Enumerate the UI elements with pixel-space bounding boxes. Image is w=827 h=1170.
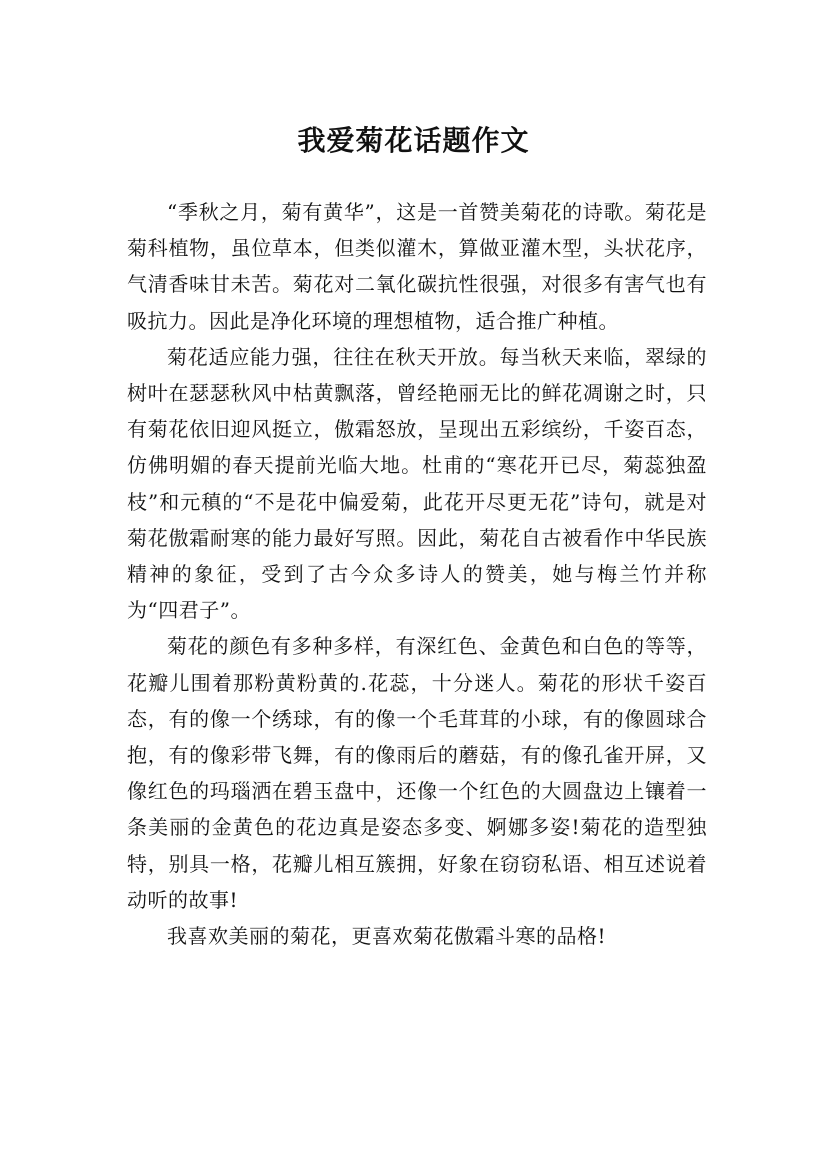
paragraph-2: 菊花适应能力强，往往在秋天开放。每当秋天来临，翠绿的树叶在瑟瑟秋风中枯黄飘落，曾经艳丽无比的鲜花凋谢之时，只有菊花依旧迎风挺立，傲霜怒放，呈现出五彩缤纷，千姿百态，仿佛明媚的春天提前光临大地。杜甫的“寒花开已尽，菊蕊独盈枝”和元稹的“不是花中偏爱菊，此花开尽更无花”诗句，就是对菊花傲霜耐寒的能力最好写照。因此，菊花自古被看作中华民族精神的象征，受到了古今众多诗人的赞美，她与梅兰竹并称为“四君子”。 bbox=[127, 344, 707, 623]
paragraph-4: 我喜欢美丽的菊花，更喜欢菊花傲霜斗寒的品格! bbox=[167, 924, 607, 949]
document-title: 我爱菊花话题作文 bbox=[297, 123, 530, 157]
article-body bbox=[127, 194, 707, 954]
paragraph-1: “季秋之月，菊有黄华”，这是一首赞美菊花的诗歌。菊花是菊科植物，虽位草本，但类似灌木，算做亚灌木型，头状花序，气清香味甘未苦。菊花对二氧化碳抗性很强，对很多有害气也有吸抗力。因此是净化环境的理想植物，适合推广种植。 bbox=[127, 200, 707, 333]
paragraph-3: 菊花的颜色有多种多样，有深红色、金黄色和白色的等等，花瓣儿围着那粉黄粉黄的.花蕊，十分迷人。菊花的形状千姿百态，有的像一个绣球，有的像一个毛茸茸的小球，有的像圆球合抱，有的像彩带飞舞，有的像雨后的蘑菇，有的像孔雀开屏，又像红色的玛瑙洒在碧玉盘中，还像一个红色的大圆盘边上镶着一条美丽的金黄色的花边真是姿态多变、婀娜多姿!菊花的造型独特，别具一格，花瓣儿相互簇拥，好象在窃窃私语、相互述说着动听的故事! bbox=[127, 634, 707, 912]
